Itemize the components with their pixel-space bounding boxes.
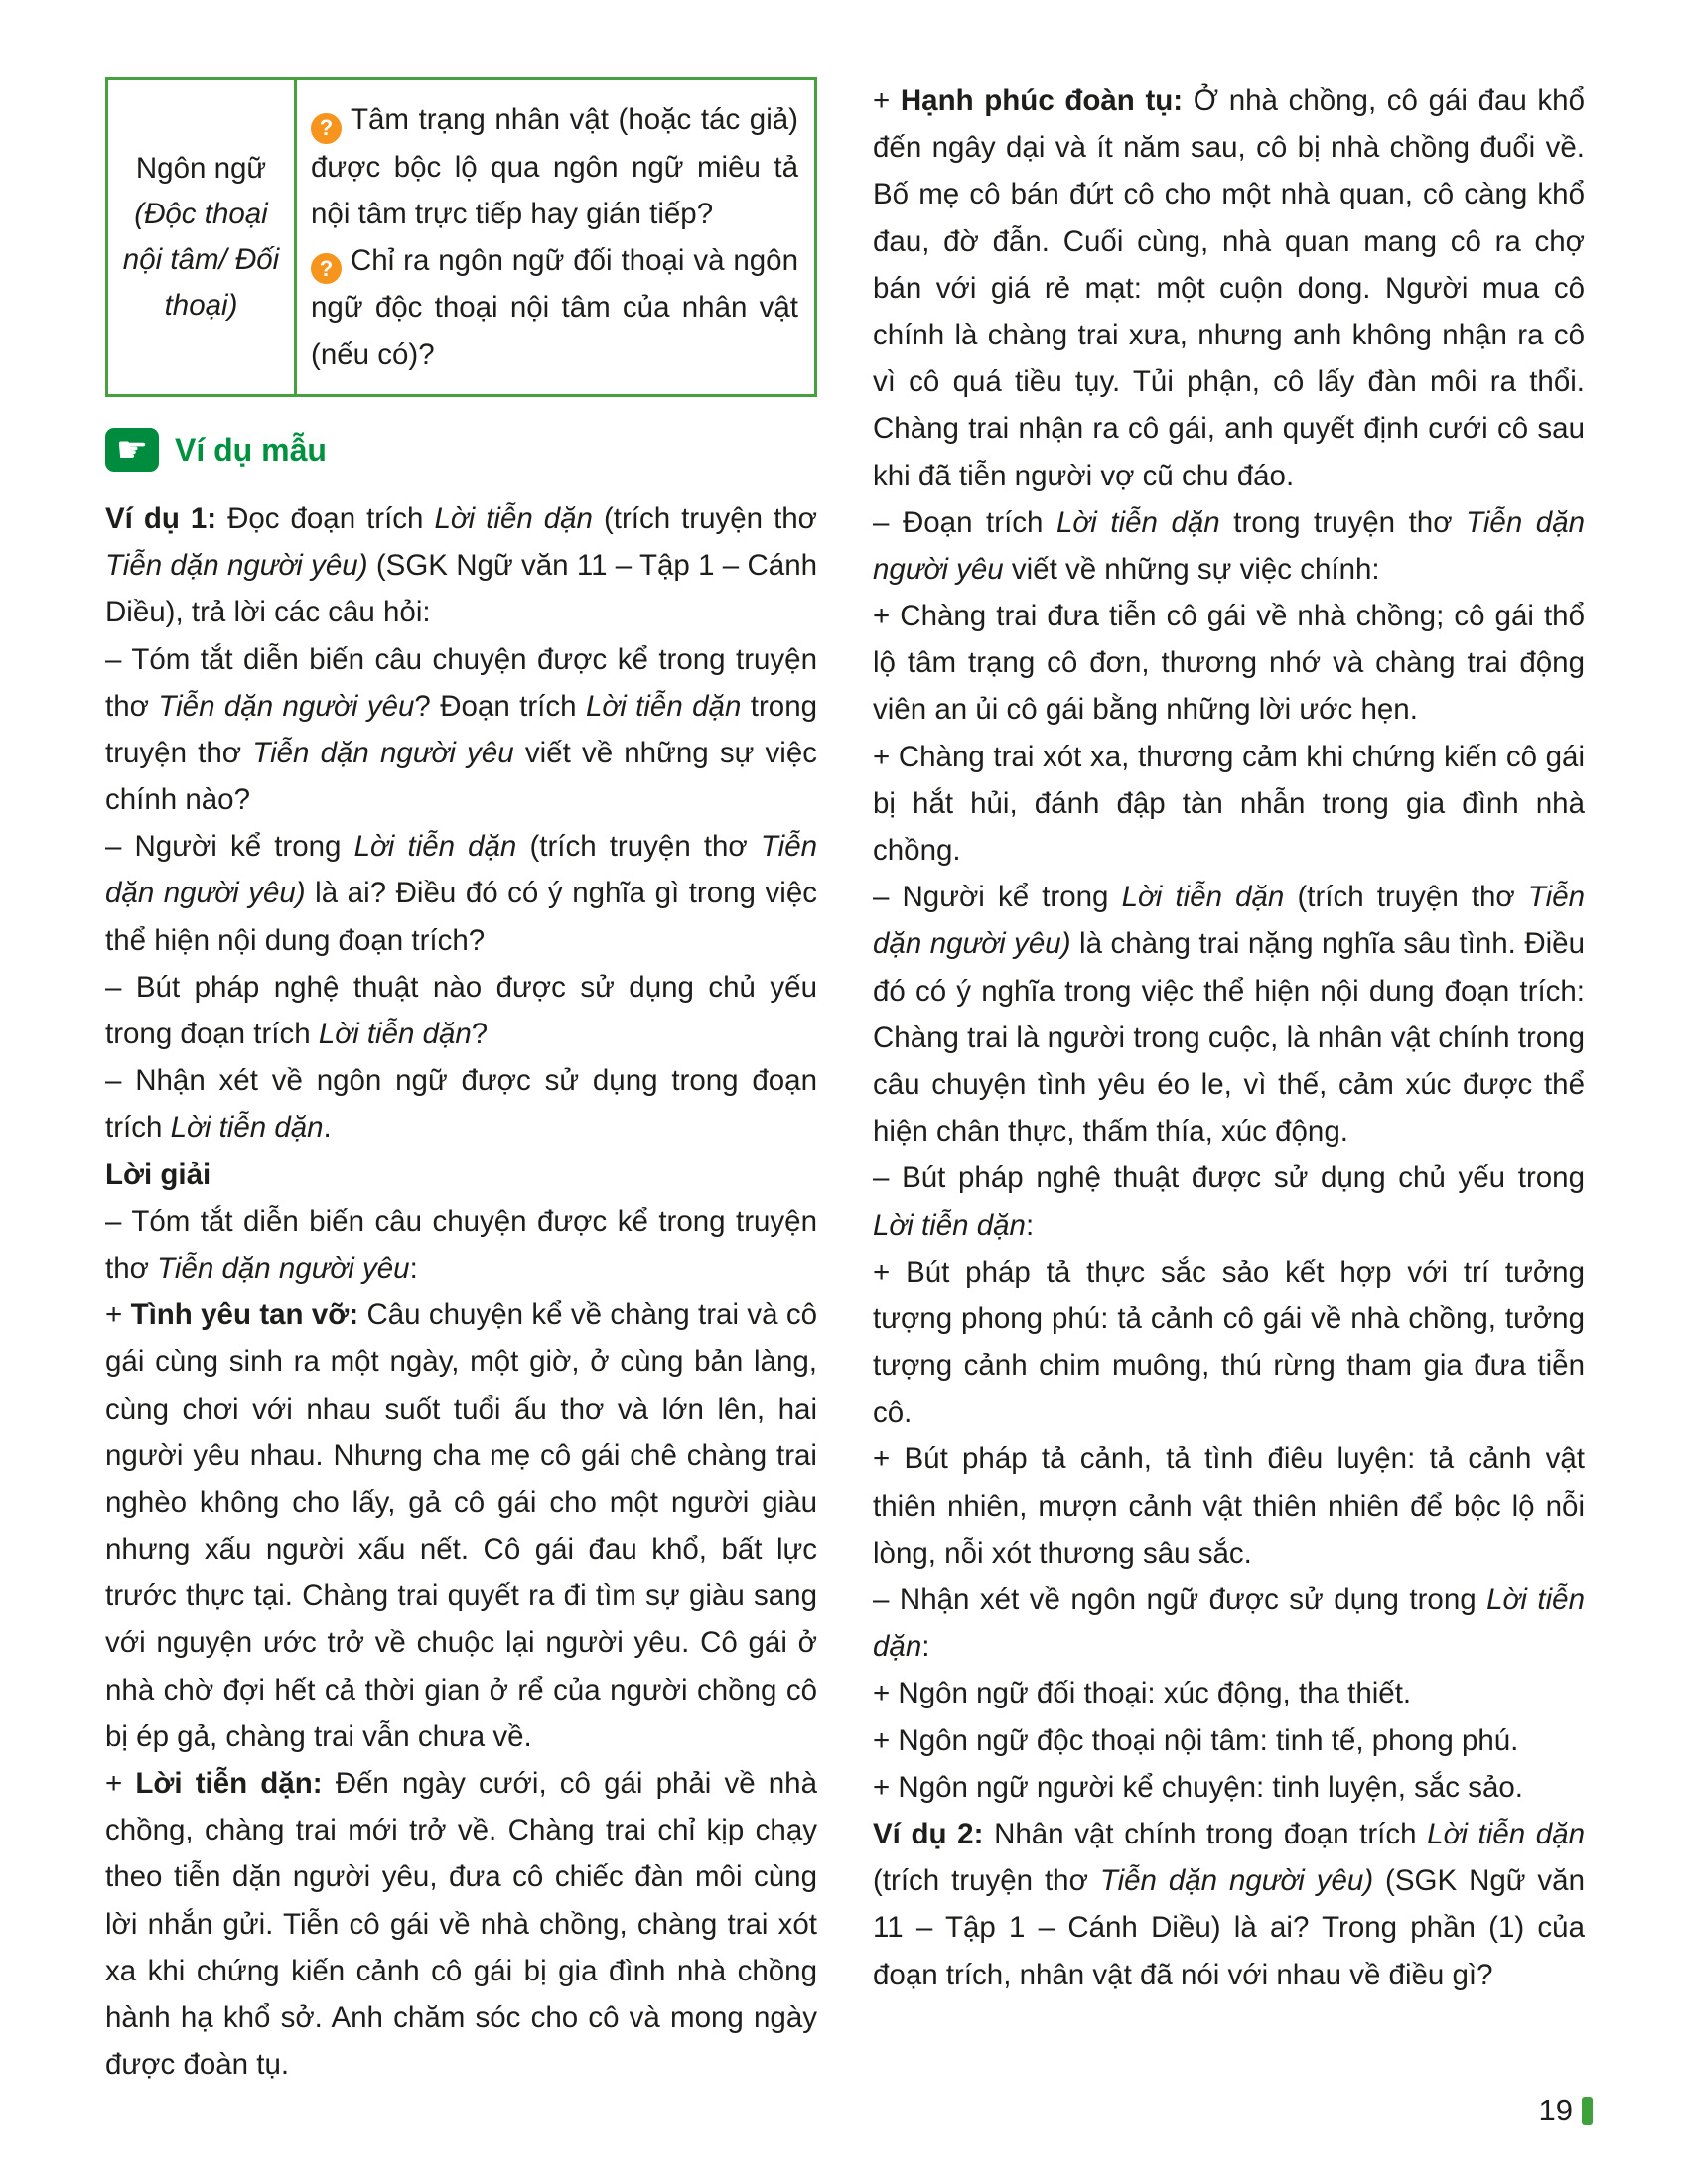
text-run: viết về những sự việc chính: [1003, 552, 1380, 586]
text-run: ? [471, 1018, 489, 1050]
text-run: là chàng trai nặng nghĩa sâu tình. Điều đó có ý nghĩa trong việc thể hiện nội dung đoạn trích: Chàng trai là người trong cuộc, là nhân vật chính trong câu chuyện tình yêu éo le, vì thế, cảm xúc được thể hiện chân thực, thấm thía, xúc động. [873, 927, 1585, 1149]
text-run: ? Đoạn trích [414, 689, 586, 723]
page-footer [1539, 2093, 1593, 2128]
pointing-hand-icon: ☛ [105, 428, 159, 472]
paragraph [873, 1764, 1585, 1811]
page-number: 19 [1538, 2093, 1573, 2127]
text-run: + Ngôn ngữ đối thoại: xúc động, tha thiết. [873, 1677, 1412, 1710]
text-run: Tiễn dặn người yêu [157, 1251, 410, 1285]
text-run: Tiễn dặn người yêu) [1099, 1864, 1374, 1898]
text-run: Lời tiễn dặn [585, 689, 742, 723]
left-column [105, 77, 817, 2088]
section-heading-label: Ví dụ mẫu [175, 431, 327, 468]
text-run: Ví dụ 1: [105, 501, 228, 535]
paragraph [105, 1760, 817, 2088]
question-item [311, 96, 798, 237]
paragraph [873, 734, 1585, 875]
question-icon: ? [311, 113, 342, 144]
text-run: là ai? Điều đó có ý nghĩa gì trong việc thể hiện nội dung đoạn trích? [105, 877, 817, 957]
paragraph [873, 874, 1585, 1155]
text-run: – Người kể trong [105, 830, 354, 864]
question-icon: ? [311, 253, 342, 284]
text-run: Tiễn dặn người yêu [158, 689, 415, 723]
text-run: Ví dụ 2: [873, 1817, 995, 1850]
paragraph [873, 77, 1585, 499]
paragraph [873, 1811, 1585, 1998]
text-run: Lời tiễn dặn [434, 501, 604, 535]
text-run: + Ngôn ngữ độc thoại nội tâm: tinh tế, phong phú. [873, 1723, 1519, 1757]
question-text: Chỉ ra ngôn ngữ đối thoại và ngôn ngữ độc thoại nội tâm của nhân vật (nếu có)? [311, 243, 798, 371]
text-run: – Tóm tắt diễn biến câu chuyện được kể trong truyện thơ [105, 642, 817, 723]
text-run: . [323, 1111, 332, 1145]
text-run: Lời tiễn dặn: [135, 1767, 336, 1800]
text-run: trong truyện thơ [105, 689, 818, 769]
text-run: – Nhận xét về ngôn ngữ được sử dụng trong [873, 1583, 1487, 1616]
text-run: – Bút pháp nghệ thuật được sử dụng chủ yếu trong [873, 1161, 1585, 1195]
criteria-label-title: Ngôn ngữ [135, 152, 267, 186]
text-run: (trích truyện thơ [1284, 881, 1528, 914]
text-run: Tiễn dặn người yêu) [105, 830, 818, 910]
page-number-marker [1582, 2097, 1593, 2125]
paragraph [105, 823, 817, 964]
paragraph [105, 1152, 817, 1198]
criteria-table [105, 77, 817, 397]
paragraph [873, 1249, 1585, 1436]
paragraph [105, 1292, 817, 1760]
text-run: Đọc đoạn trích [227, 501, 435, 535]
text-run: Tình yêu tan vỡ: [130, 1298, 367, 1332]
text-run: + Bút pháp tả cảnh, tả tình điêu luyện: tả cảnh vật thiên nhiên, mượn cảnh vật thiên nhiên để bộc lộ nỗi lòng, nỗi xót thương sâu sắc. [873, 1442, 1585, 1570]
text-run: + Bút pháp tả thực sắc sảo kết hợp với trí tưởng tượng phong phú: tả cảnh cô gái về nhà chồng, tưởng tượng cảnh chim muông, thú rừng tham gia đưa tiễn cô. [873, 1255, 1585, 1430]
right-column [873, 77, 1585, 2088]
text-run: Tiễn dặn người yêu) [105, 549, 368, 583]
paragraph [105, 964, 817, 1057]
paragraph [873, 593, 1585, 734]
paragraph [873, 1576, 1585, 1670]
text-run: Lời tiễn dặn [170, 1111, 324, 1145]
text-run: Hạnh phúc đoàn tụ: [900, 84, 1194, 117]
paragraph [105, 495, 817, 636]
text-run: (trích truyện thơ [873, 1864, 1100, 1898]
text-run: Tiễn dặn người yêu) [873, 881, 1586, 961]
text-run: : [409, 1251, 418, 1285]
text-run: : [1025, 1208, 1035, 1242]
text-run: Đến ngày cưới, cô gái phải về nhà chồng, chàng trai mới trở về. Chàng trai chỉ kịp chạy theo tiễn dặn người yêu, đưa cô chiếc đàn môi cùng lời nhắn gửi. Tiễn cô gái về nhà chồng, chàng trai xót xa khi chứng kiến cảnh cô gái bị gia đình nhà chồng hành hạ khổ sở. Anh chăm sóc cho cô và mong ngày được đoàn tụ. [105, 1767, 817, 2082]
criteria-table-label-cell [108, 80, 297, 394]
text-run: Lời tiễn dặn [1055, 505, 1220, 539]
section-heading [105, 425, 817, 476]
text-run: Lời tiễn dặn [873, 1583, 1585, 1664]
text-run: (trích truyện thơ [603, 501, 818, 535]
paragraph [105, 636, 817, 824]
text-run: viết về những sự việc chính nào? [105, 736, 817, 817]
text-run: : [921, 1630, 930, 1664]
paragraph [873, 499, 1585, 593]
text-run: Nhân vật chính trong đoạn trích [994, 1817, 1428, 1850]
text-run: – Tóm tắt diễn biến câu chuyện được kể trong truyện thơ [105, 1204, 817, 1285]
text-run: + Chàng trai đưa tiễn cô gái về nhà chồng; cô gái thổ lộ tâm trạng cô đơn, thương nhớ và chàng trai động viên an ủi cô gái bằng những lời ước hẹn. [873, 600, 1585, 727]
text-run: Lời tiễn dặn [873, 1208, 1026, 1242]
paragraph [873, 1670, 1585, 1716]
right-column-text [873, 77, 1585, 1998]
paragraph [105, 1057, 817, 1151]
text-run: (trích truyện thơ [516, 830, 761, 864]
text-run: (SGK Ngữ văn 11 – Tập 1 – Cánh Diều), trả lời các câu hỏi: [105, 549, 818, 629]
text-run: Tiễn dặn người yêu [873, 505, 1586, 586]
text-run: trong truyện thơ [1219, 505, 1467, 539]
text-run: + Chàng trai xót xa, thương cảm khi chứng kiến cô gái bị hắt hủi, đánh đập tàn nhẫn trong gia đình nhà chồng. [873, 740, 1585, 867]
criteria-label-subtitle: (Độc thoại nội tâm/ Đối thoại) [122, 198, 280, 322]
left-column-text [105, 495, 817, 2088]
text-run: Ở nhà chồng, cô gái đau khổ đến ngây dại và ít năm sau, cô bị nhà chồng đuổi về. Bố mẹ cô bán đứt cô cho một nhà quan, cô càng khổ đau, đờ đẫn. Cuối cùng, nhà quan mang cô ra chợ bán với giá rẻ mạt: một cuộn dong. Người mua cô chính là chàng trai xưa, nhưng anh không nhận ra cô vì cô quá tiều tụy. Tủi phận, cô lấy đàn môi ra thổi. Chàng trai nhận ra cô gái, anh quyết định cưới cô sau khi đã tiễn người vợ cũ chu đáo. [873, 84, 1585, 492]
question-item [311, 237, 798, 378]
text-run: – Người kể trong [873, 881, 1122, 914]
two-column-layout [105, 77, 1585, 2088]
text-run: – Đoạn trích [873, 505, 1056, 539]
paragraph [105, 1198, 817, 1292]
text-run: – Nhận xét về ngôn ngữ được sử dụng trong đoạn trích [105, 1064, 817, 1145]
paragraph [873, 1717, 1585, 1764]
text-run: Lời tiễn dặn [1121, 881, 1285, 914]
text-run: – Bút pháp nghệ thuật nào được sử dụng chủ yếu trong đoạn trích [105, 970, 817, 1050]
paragraph [873, 1155, 1585, 1248]
text-run: + [873, 84, 901, 117]
text-run: + [105, 1298, 131, 1332]
text-run: Lời tiễn dặn [353, 830, 517, 864]
text-run: Lời giải [105, 1158, 211, 1191]
criteria-table-questions-cell [297, 80, 814, 394]
text-run: + [105, 1767, 136, 1800]
text-run: Lời tiễn dặn [1427, 1817, 1586, 1850]
text-run: (SGK Ngữ văn 11 – Tập 1 – Cánh Diều) là ai? Trong phần (1) của đoạn trích, nhân vật đã nói với nhau về điều gì? [873, 1864, 1585, 1991]
text-run: Câu chuyện kể về chàng trai và cô gái cùng sinh ra một ngày, một giờ, ở cùng bản làng, cùng chơi với nhau suốt tuổi ấu thơ và lớn lên, hai người yêu nhau. Nhưng cha mẹ cô gái chê chàng trai nghèo không cho lấy, gả cô gái cho một người giàu nhưng xấu người xấu nết. Cô gái đau khổ, bất lực trước thực tại. Chàng trai quyết ra đi tìm sự giàu sang với nguyện ước trở về chuộc lại người yêu. Cô gái ở nhà chờ đợi hết cả thời gian ở rể của người chồng cô bị ép gả, chàng trai vẫn chưa về. [105, 1298, 817, 1753]
text-run: Tiễn dặn người yêu [252, 736, 514, 769]
paragraph [873, 1435, 1585, 1576]
text-run: + Ngôn ngữ người kể chuyện: tinh luyện, sắc sảo. [873, 1770, 1523, 1804]
text-run: Lời tiễn dặn [318, 1018, 472, 1050]
question-text: Tâm trạng nhân vật (hoặc tác giả) được bộc lộ qua ngôn ngữ miêu tả nội tâm trực tiếp hay gián tiếp? [311, 103, 798, 230]
